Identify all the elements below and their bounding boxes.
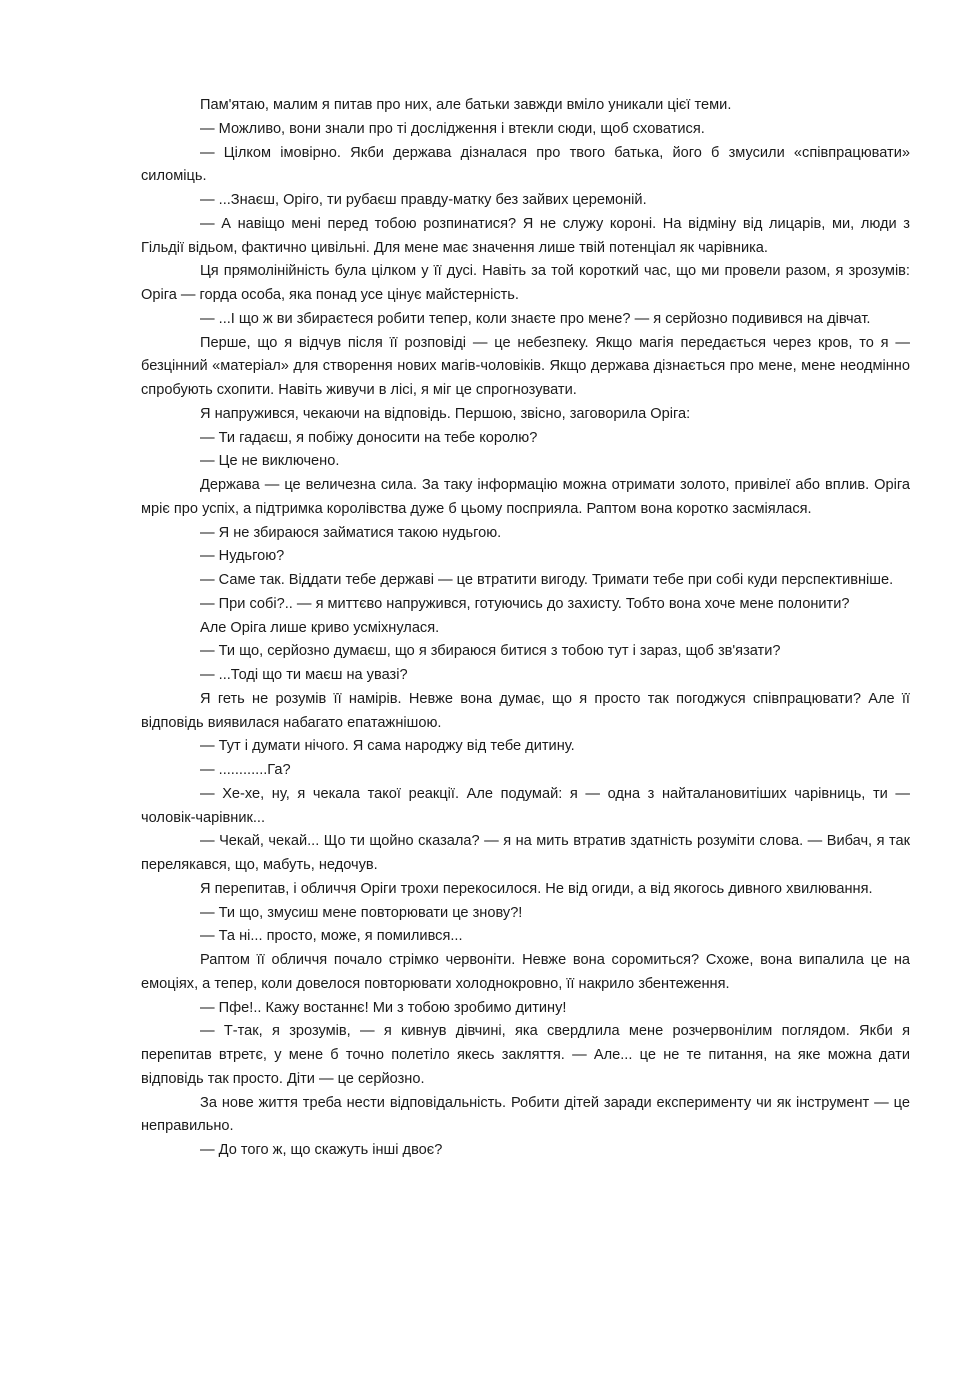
paragraph: — Хе-хе, ну, я чекала такої реакції. Але подумай: я — одна з найталановитіших чарівниць, ти — чоловік-чарівник... (141, 785, 910, 826)
paragraph: — Ти що, змусиш мене повторювати це знову?! (200, 904, 523, 921)
paragraph: — ...Знаєш, Оріго, ти рубаєш правду-матку без зайвих церемоній. (200, 192, 647, 208)
paragraph: Ця прямолінійність була цілком у її дусі. Навіть за той короткий час, що ми провели разом, я зрозумів: Оріга — горда особа, яка понад усе цінує майстерність. (141, 263, 910, 303)
paragraph: — ...І що ж ви збираєтеся робити тепер, коли знаєте про мене? — я серйозно подивився на дівчат. (200, 310, 871, 327)
paragraph: — При собі?.. — я миттєво напружився, готуючись до захисту. Тобто вона хоче мене полонити? (200, 595, 850, 612)
paragraph: За нове життя треба нести відповідальність. Робити дітей заради експерименту чи як інструмент — це неправильно. (141, 1094, 910, 1135)
paragraph: Раптом її обличчя почало стрімко червоніти. Невже вона соромиться? Схоже, вона випалила це на емоціях, а тепер, коли довелося повторювати холоднокровно, її накрило збентеження. (141, 952, 910, 992)
paragraph: — Тут і думати нічого. Я сама народжу від тебе дитину. (200, 738, 575, 755)
paragraph: — Чекай, чекай... Що ти щойно сказала? — я на мить втратив здатність розуміти слова. — Вибач, я так перелякався, що, мабуть, недочув. (141, 833, 910, 873)
paragraph: — Я не збираюся займатися такою нудьгою. (200, 524, 502, 541)
paragraph: Я перепитав, і обличчя Оріги трохи перекосилося. Не від огиди, а від якогось дивного хвилювання. (200, 880, 873, 897)
paragraph: — Нудьгою? (200, 548, 285, 565)
paragraph: — Т-так, я зрозумів, — я кивнув дівчині, яка свердлила мене розчервонілим поглядом. Якби я перепитав втретє, у мене б точно полетіло якесь закляття. — Але... це не те питання, на яке можна дати відповідь так просто. Діти — це серйозно. (141, 1023, 910, 1087)
paragraph: — Пфе!.. Кажу востаннє! Ми з тобою зробимо дитину! (200, 999, 567, 1016)
paragraph: Пам'ятаю, малим я питав про них, але батьки завжди вміло уникали цієї теми. (200, 97, 732, 113)
paragraph: Перше, що я відчув після її розповіді — це небезпеку. Якщо магія передається через кров, то я — безцінний «матеріал» для створення нових магів-чоловіків. Якщо держава дізнається про мене, мене неодмінно спробують схопити. Навіть живучи в лісі, я міг це спрогнозувати. (141, 334, 910, 398)
paragraph: — Ти що, серйозно думаєш, що я збираюся битися з тобою тут і зараз, щоб зв'язати? (200, 643, 781, 660)
paragraph: — Ти гадаєш, я побіжу доносити на тебе королю? (200, 429, 538, 446)
paragraph: — Та ні... просто, може, я помилився... (200, 928, 463, 945)
paragraph: Але Оріга лише криво усміхнулася. (200, 619, 440, 636)
paragraph: — ............Га? (200, 762, 291, 778)
paragraph: — ...Тоді що ти маєш на увазі? (200, 667, 408, 683)
paragraph: — Цілком імовірно. Якби держава дізналася про твого батька, його б змусили «співпрацювати» силоміць. (141, 144, 910, 185)
paragraph: — Можливо, вони знали про ті дослідження і втекли сюди, щоб сховатися. (200, 120, 705, 137)
paragraph: Держава — це величезна сила. За таку інформацію можна отримати золото, привілеї або вплив. Оріга мріє про успіх, а підтримка королівства дуже б цьому посприяла. Раптом вона коротко засміялася. (141, 477, 910, 517)
paragraph: — Це не виключено. (200, 453, 340, 470)
document-page (141, 94, 910, 1163)
paragraph: Я напружився, чекаючи на відповідь. Першою, звісно, заговорила Оріга: (200, 405, 691, 422)
paragraph: — А навіщо мені перед тобою розпинатися? Я не служу короні. На відміну від лицарів, ми, люди з Гільдії відьом, фактично цивільні. Для мене має значення лише твій потенціал як чарівника. (141, 215, 910, 256)
paragraph: — Саме так. Віддати тебе державі — це втратити вигоду. Тримати тебе при собі куди перспективніше. (200, 572, 894, 588)
paragraph: — До того ж, що скажуть інші двоє? (200, 1142, 443, 1158)
paragraph: Я геть не розумів її намірів. Невже вона думає, що я просто так погоджуся співпрацювати? Але її відповідь виявилася набагато епатажнішою. (141, 690, 910, 731)
